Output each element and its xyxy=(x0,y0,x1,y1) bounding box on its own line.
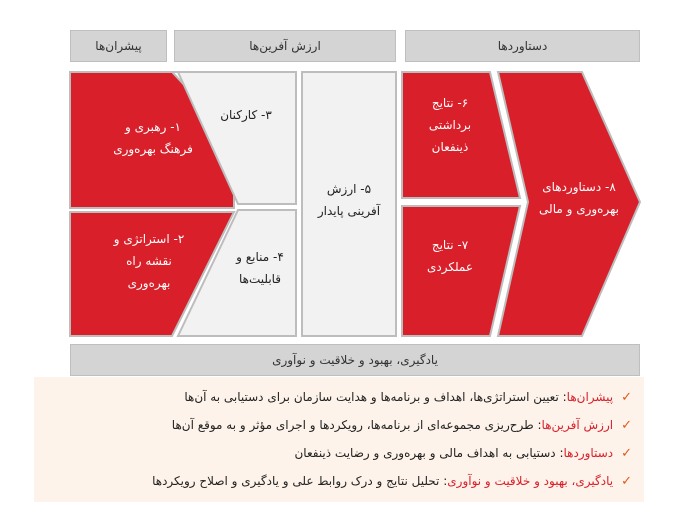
header-achievements: دستاوردها xyxy=(405,30,640,62)
legend-text: : تحلیل نتایج و درک روابط علی و یادگیری و اصلاح رویکردها xyxy=(152,474,448,488)
legend-item xyxy=(46,411,632,439)
block-1-label: ۱- رهبری و فرهنگ بهره‌وری xyxy=(113,120,193,156)
check-icon: ✓ xyxy=(621,417,632,433)
legend-text: : طرح‌ریزی مجموعه‌ای از برنامه‌ها، رویکردها و اجرای مؤثر و به موقع آن‌ها xyxy=(171,418,542,432)
legend-item xyxy=(46,467,632,495)
legend-item xyxy=(46,383,632,411)
legend-key: پیشران‌ها xyxy=(566,390,614,404)
learning-innovation-bar: یادگیری، بهبود و خلاقیت و نوآوری xyxy=(70,344,640,376)
block-4-label: ۴- منابع و قابلیت‌ها xyxy=(236,250,284,286)
block-6-label: ۶- نتایج برداشتی ذینفعان xyxy=(428,96,472,154)
legend-key: ارزش آفرین‌ها xyxy=(541,418,614,432)
block-2-label: ۲- استراتژی و نقشه راه بهره‌وری xyxy=(113,232,185,290)
legend-text: : تعیین استراتژی‌ها، اهداف و برنامه‌ها و هدایت سازمان برای دستیابی به آن‌ها xyxy=(184,390,567,404)
block-3-label: ۳- کارکنان xyxy=(220,108,272,122)
legend-box xyxy=(34,377,644,502)
block-5-label: ۵- ارزش آفرینی پایدار xyxy=(317,182,381,218)
block-7-label: ۷- نتایج عملکردی xyxy=(426,238,474,274)
block-8-label: ۸- دستاوردهای بهره‌وری و مالی xyxy=(539,180,619,216)
legend-item xyxy=(46,439,632,467)
check-icon: ✓ xyxy=(621,473,632,489)
legend-text: : دستیابی به اهداف مالی و بهره‌وری و رضایت ذینفعان xyxy=(294,446,564,460)
check-icon: ✓ xyxy=(621,389,632,405)
legend-key: دستاوردها xyxy=(563,446,614,460)
header-enablers: پیشران‌ها xyxy=(70,30,167,62)
header-value-creators: ارزش آفرین‌ها xyxy=(174,30,396,62)
check-icon: ✓ xyxy=(621,445,632,461)
legend-key: یادگیری، بهبود و خلاقیت و نوآوری xyxy=(447,474,614,488)
